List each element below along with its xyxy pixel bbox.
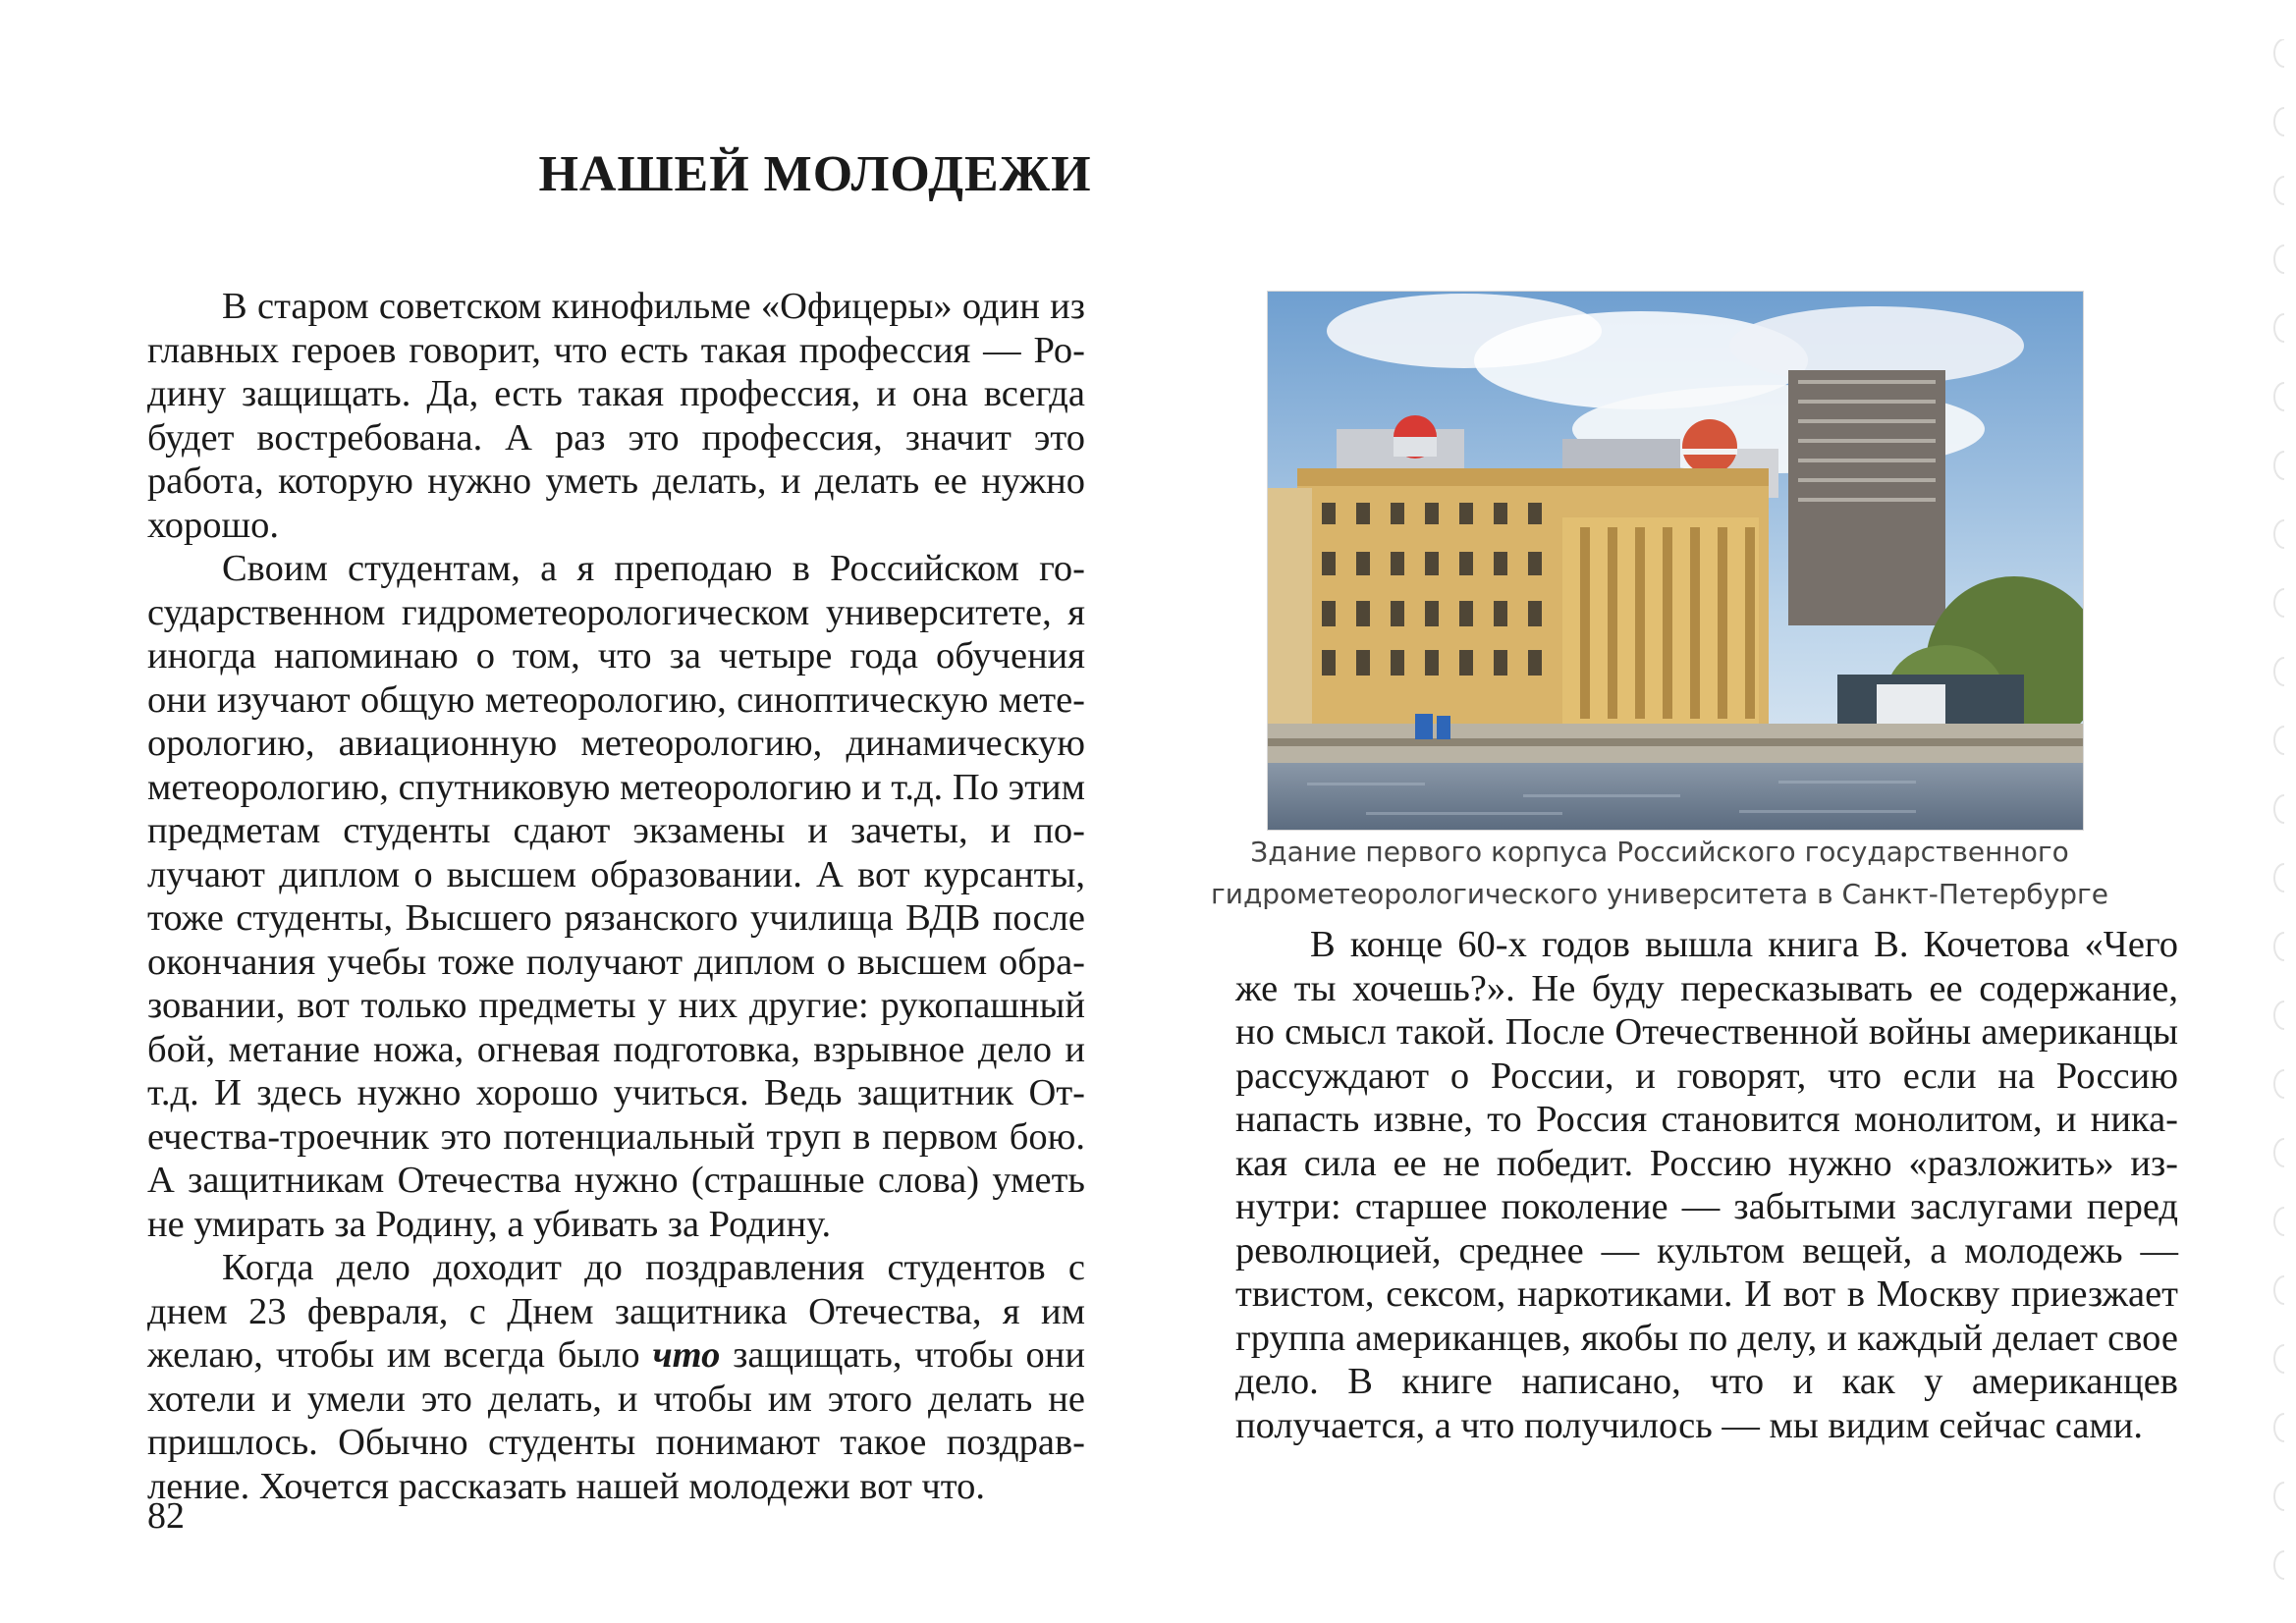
left-column	[147, 285, 1085, 1508]
paragraph: В конце 60-х годов вышла книга В. Кочетова «Чего же ты хочешь?». Не буду пересказывать ее содержание, но смысл такой. После Отечественной войны американцы рассуждают о России, и говорят, что если на Россию напасть извне, то Россия становится монолитом, и никакая сила ее не победит. Россию нужно «разложить» изнутри: старшее поколение — забытыми заслугами перед революцией, среднее — культом вещей, а молодежь — твистом, сексом, наркотиками. И вот в Москву приезжает группа американцев, якобы по делу, и каждый делает свое дело. В книге написано, что и как у американцев получается, а что получилось — мы видим сейчас сами.	[1235, 924, 2178, 1446]
emphasized-word: что	[652, 1334, 721, 1376]
figure-caption	[1208, 831, 2111, 915]
paragraph-text: защищать, чтобы они хотели и умели это делать, и чтобы им этого делать не пришлось. Обычно студенты понимают такое поздравление. Хочется рассказать нашей молодежи вот что.	[147, 1334, 1085, 1507]
paragraph	[147, 1246, 1085, 1508]
paragraph-text: Когда дело доходит до поздравления студентов с днем 23 февраля, с Днем защитника Отечества, я им желаю, чтобы им всегда было	[147, 1247, 1085, 1376]
binding-holes-decoration	[2267, 39, 2290, 1610]
caption-line: гидрометеорологического университета в Санкт-Петербурге	[1211, 878, 2108, 910]
paragraph: Своим студентам, а я преподаю в Российском государственном гидрометеорологическом университете, я иногда напоминаю о том, что за четыре года обучения они изучают общую метеорологию, синоптическую метеорологию, авиационную метеорологию, динамическую метеорологию, спутниковую метеорологию и т.д. По этим предметам студенты сдают экзамены и зачеты, и получают диплом о высшем образовании. А вот курсанты, тоже студенты, Высшего рязанского училища ВДВ после окончания учебы тоже получают диплом о высшем образовании, вот только предметы у них другие: рукопашный бой, метание ножа, огневая подготовка, взрывное дело и т.д. И здесь нужно хорошо учиться. Ведь защитник Отечества-троечник это потенциальный труп в первом бою. А защитникам Отечества нужно (страшные слова) уметь не умирать за Родину, а убивать за Родину.	[147, 548, 1085, 1245]
caption-line: Здание первого корпуса Российского государственного	[1250, 836, 2069, 868]
university-building-photo	[1267, 291, 2084, 831]
paragraph: В старом советском кинофильме «Офицеры» один из главных героев говорит, что есть такая профессия — Родину защищать. Да, есть такая профессия, и она всегда будет востребована. А раз это профессия, значит это работа, которую нужно уметь делать, и делать ее нужно хорошо.	[147, 286, 1085, 546]
page-title: НАШЕЙ МОЛОДЕЖИ	[538, 146, 1092, 202]
page-number: 82	[147, 1495, 185, 1537]
right-column	[1235, 923, 2178, 1447]
